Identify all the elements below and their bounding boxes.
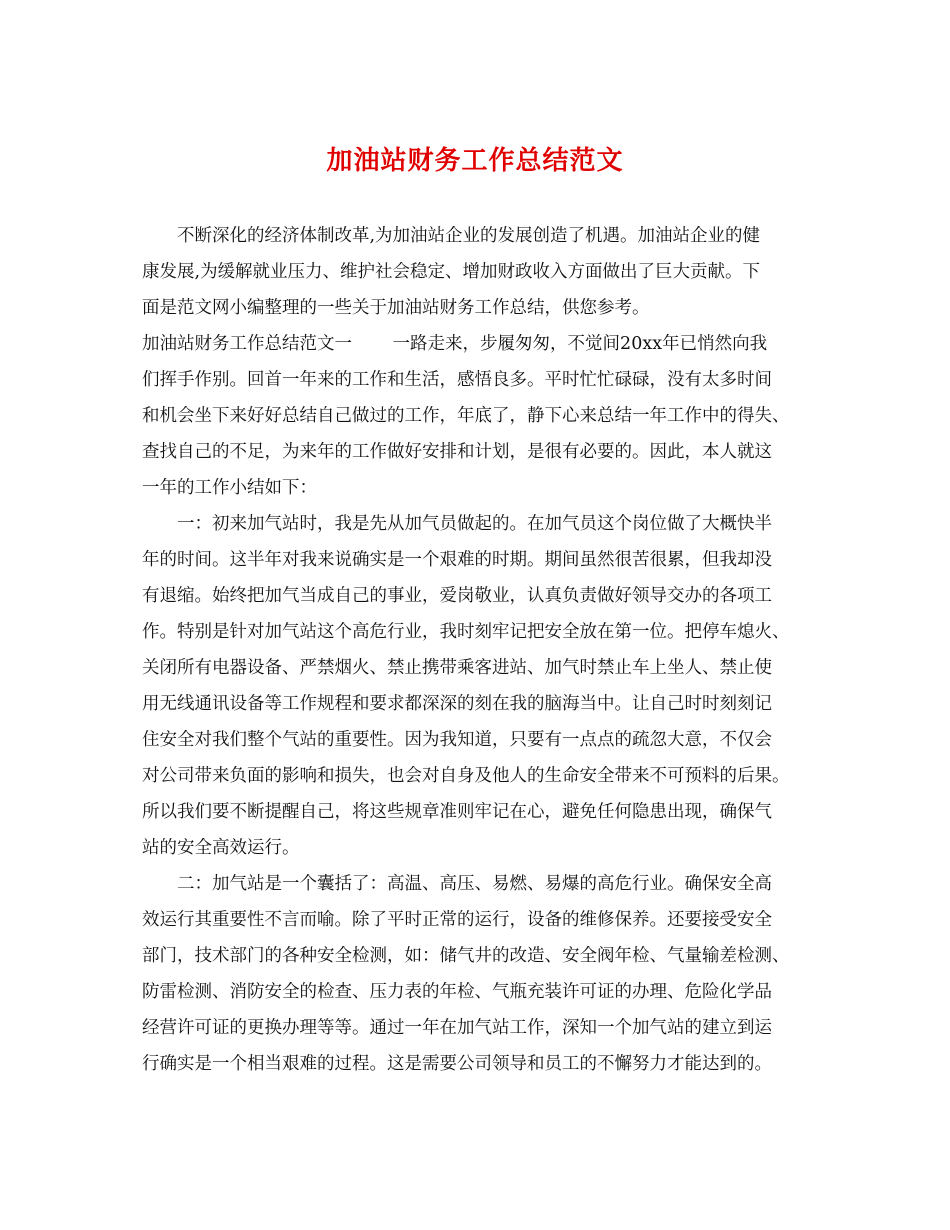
paragraph-line: 查找自己的不足，为来年的工作做好安排和计划，是很有必要的。因此，本人就这 [142, 442, 772, 462]
paragraph-line: 康发展,为缓解就业压力、维护社会稳定、增加财政收入方面做出了巨大贡献。下 [142, 262, 761, 282]
paragraph-line: 防雷检测、消防安全的检查、压力表的年检、气瓶充装许可证的办理、危险化学品 [142, 982, 772, 1002]
paragraph-line: 用无线通讯设备等工作规程和要求都深深的刻在我的脑海当中。让自己时时刻刻记 [142, 694, 772, 714]
paragraph-line: 一年的工作小结如下： [142, 478, 317, 498]
paragraph-line: 所以我们要不断提醒自己，将这些规章准则牢记在心，避免任何隐患出现，确保气 [142, 802, 772, 822]
paragraph-line: 对公司带来负面的影响和损失，也会对自身及他人的生命安全带来不可预料的后果。 [142, 766, 790, 786]
document-title: 加油站财务工作总结范文 [326, 146, 624, 176]
paragraph-line: 一：初来加气站时，我是先从加气员做起的。在加气员这个岗位做了大概快半 [142, 514, 772, 534]
paragraph-line: 加油站财务工作总结范文一 一路走来，步履匆匆，不觉间20xx年已悄然向我 [142, 334, 768, 354]
paragraph-line: 和机会坐下来好好总结自己做过的工作，年底了，静下心来总结一年工作中的得失、 [142, 406, 790, 426]
paragraph-line: 二：加气站是一个囊括了：高温、高压、易燃、易爆的高危行业。确保安全高 [142, 874, 772, 894]
paragraph-line: 行确实是一个相当艰难的过程。这是需要公司领导和员工的不懈努力才能达到的。 [142, 1054, 772, 1074]
paragraph-line: 站的安全高效运行。 [142, 838, 300, 858]
paragraph-line: 有退缩。始终把加气当成自己的事业，爱岗敬业，认真负责做好领导交办的各项工 [142, 586, 772, 606]
paragraph-line: 不断深化的经济体制改革,为加油站企业的发展创造了机遇。加油站企业的健 [142, 226, 761, 246]
paragraph-line: 年的时间。这半年对我来说确实是一个艰难的时期。期间虽然很苦很累，但我却没 [142, 550, 772, 570]
paragraph-line: 经营许可证的更换办理等等。通过一年在加气站工作，深知一个加气站的建立到运 [142, 1018, 772, 1038]
paragraph-line: 作。特别是针对加气站这个高危行业，我时刻牢记把安全放在第一位。把停车熄火、 [142, 622, 790, 642]
paragraph-line: 关闭所有电器设备、严禁烟火、禁止携带乘客进站、加气时禁止车上坐人、禁止使 [142, 658, 772, 678]
paragraph-line: 效运行其重要性不言而喻。除了平时正常的运行，设备的维修保养。还要接受安全 [142, 910, 772, 930]
paragraph-line: 部门，技术部门的各种安全检测，如：储气井的改造、安全阀年检、气量输差检测、 [142, 946, 790, 966]
paragraph-line: 住安全对我们整个气站的重要性。因为我知道，只要有一点点的疏忽大意，不仅会 [142, 730, 772, 750]
paragraph-line: 面是范文网小编整理的一些关于加油站财务工作总结，供您参考。 [142, 298, 650, 318]
paragraph-line: 们挥手作别。回首一年来的工作和生活，感悟良多。平时忙忙碌碌，没有太多时间 [142, 370, 772, 390]
